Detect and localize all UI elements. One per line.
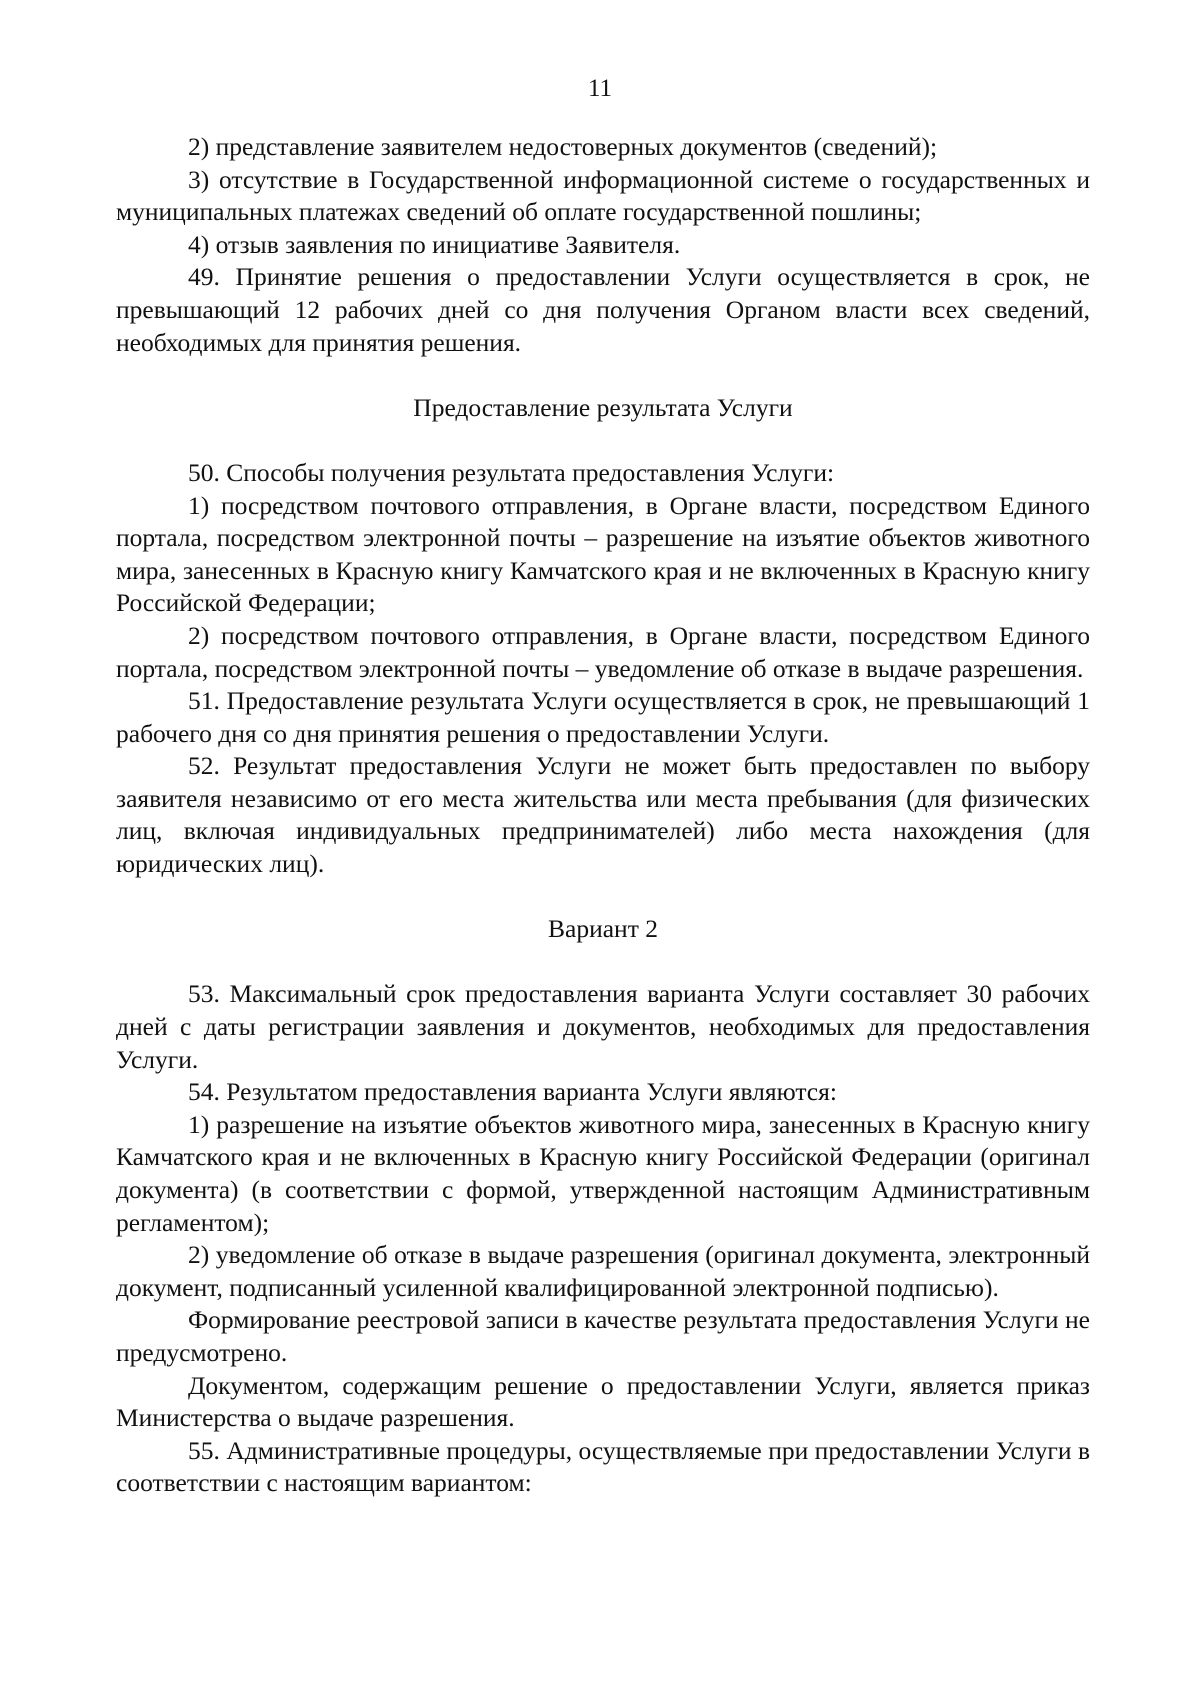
spacer <box>116 424 1090 457</box>
page-number: 11 <box>587 75 613 102</box>
paragraph-item-3: 3) отсутствие в Государственной информационной системе о государственных и муниципальных платежах сведений об оплате государственной пошлины; <box>116 164 1090 227</box>
paragraph-53: 53. Максимальный срок предоставления варианта Услуги составляет 30 рабочих дней с даты регистрации заявления и документов, необходимых для предоставления Услуги. <box>116 979 1090 1074</box>
paragraph-55: 55. Административные процедуры, осуществляемые при предоставлении Услуги в соответствии с настоящим вариантом: <box>116 1435 1090 1498</box>
paragraph-50: 50. Способы получения результата предоставления Услуги: <box>188 457 835 487</box>
section-heading-result: Предоставление результата Услуги <box>413 392 793 422</box>
spacer <box>116 359 1090 392</box>
paragraph-54: 54. Результатом предоставления варианта Услуги являются: <box>188 1077 837 1107</box>
paragraph-registry-record: Формирование реестровой записи в качестве результата предоставления Услуги не предусмотрено. <box>116 1305 1090 1367</box>
paragraph-52: 52. Результат предоставления Услуги не может быть предоставлен по выбору заявителя независимо от его места жительства или места пребывания (для физических лиц, включая индивидуальных предпринимателей) либо места нахождения (для юридических лиц). <box>116 751 1090 879</box>
paragraph-51: 51. Предоставление результата Услуги осуществляется в срок, не превышающий 1 рабочего дня со дня принятия решения о предоставлении Услуги. <box>116 686 1090 748</box>
paragraph-item-4: 4) отзыв заявления по инициативе Заявителя. <box>188 229 681 259</box>
paragraph-item-2: 2) представление заявителем недостоверных документов (сведений); <box>188 132 938 161</box>
paragraph-54-item-2: 2) уведомление об отказе в выдаче разрешения (оригинал документа, электронный документ, подписанный усиленной квалифицированной электронной подписью). <box>116 1240 1090 1302</box>
paragraph-50-item-1: 1) посредством почтового отправления, в Органе власти, посредством Единого портала, посредством электронной почты – разрешение на изъятие объектов животного мира, занесенных в Красную книгу Камчатского края и не включенных в Красную книгу Российской Федерации; <box>116 490 1090 618</box>
paragraph-50-item-2: 2) посредством почтового отправления, в Органе власти, посредством Единого портала, посредством электронной почты – уведомление об отказе в выдаче разрешения. <box>116 620 1090 683</box>
spacer <box>116 946 1090 979</box>
paragraph-54-item-1: 1) разрешение на изъятие объектов животного мира, занесенных в Красную книгу Камчатского края и не включенных в Красную книгу Российской Федерации (оригинал документа) (в соответствии с формой, утвержденной настоящим Административным регламентом); <box>116 1109 1090 1237</box>
paragraph-49: 49. Принятие решения о предоставлении Услуги осуществляется в срок, не превышающий 12 рабочих дней со дня получения Органом власти всех сведений, необходимых для принятия решения. <box>116 262 1090 357</box>
paragraph-decision-document: Документом, содержащим решение о предоставлении Услуги, является приказ Министерства о выдаче разрешения. <box>116 1370 1090 1433</box>
section-heading-variant-2: Вариант 2 <box>548 914 658 944</box>
spacer <box>116 881 1090 914</box>
document-body <box>116 131 1090 1500</box>
